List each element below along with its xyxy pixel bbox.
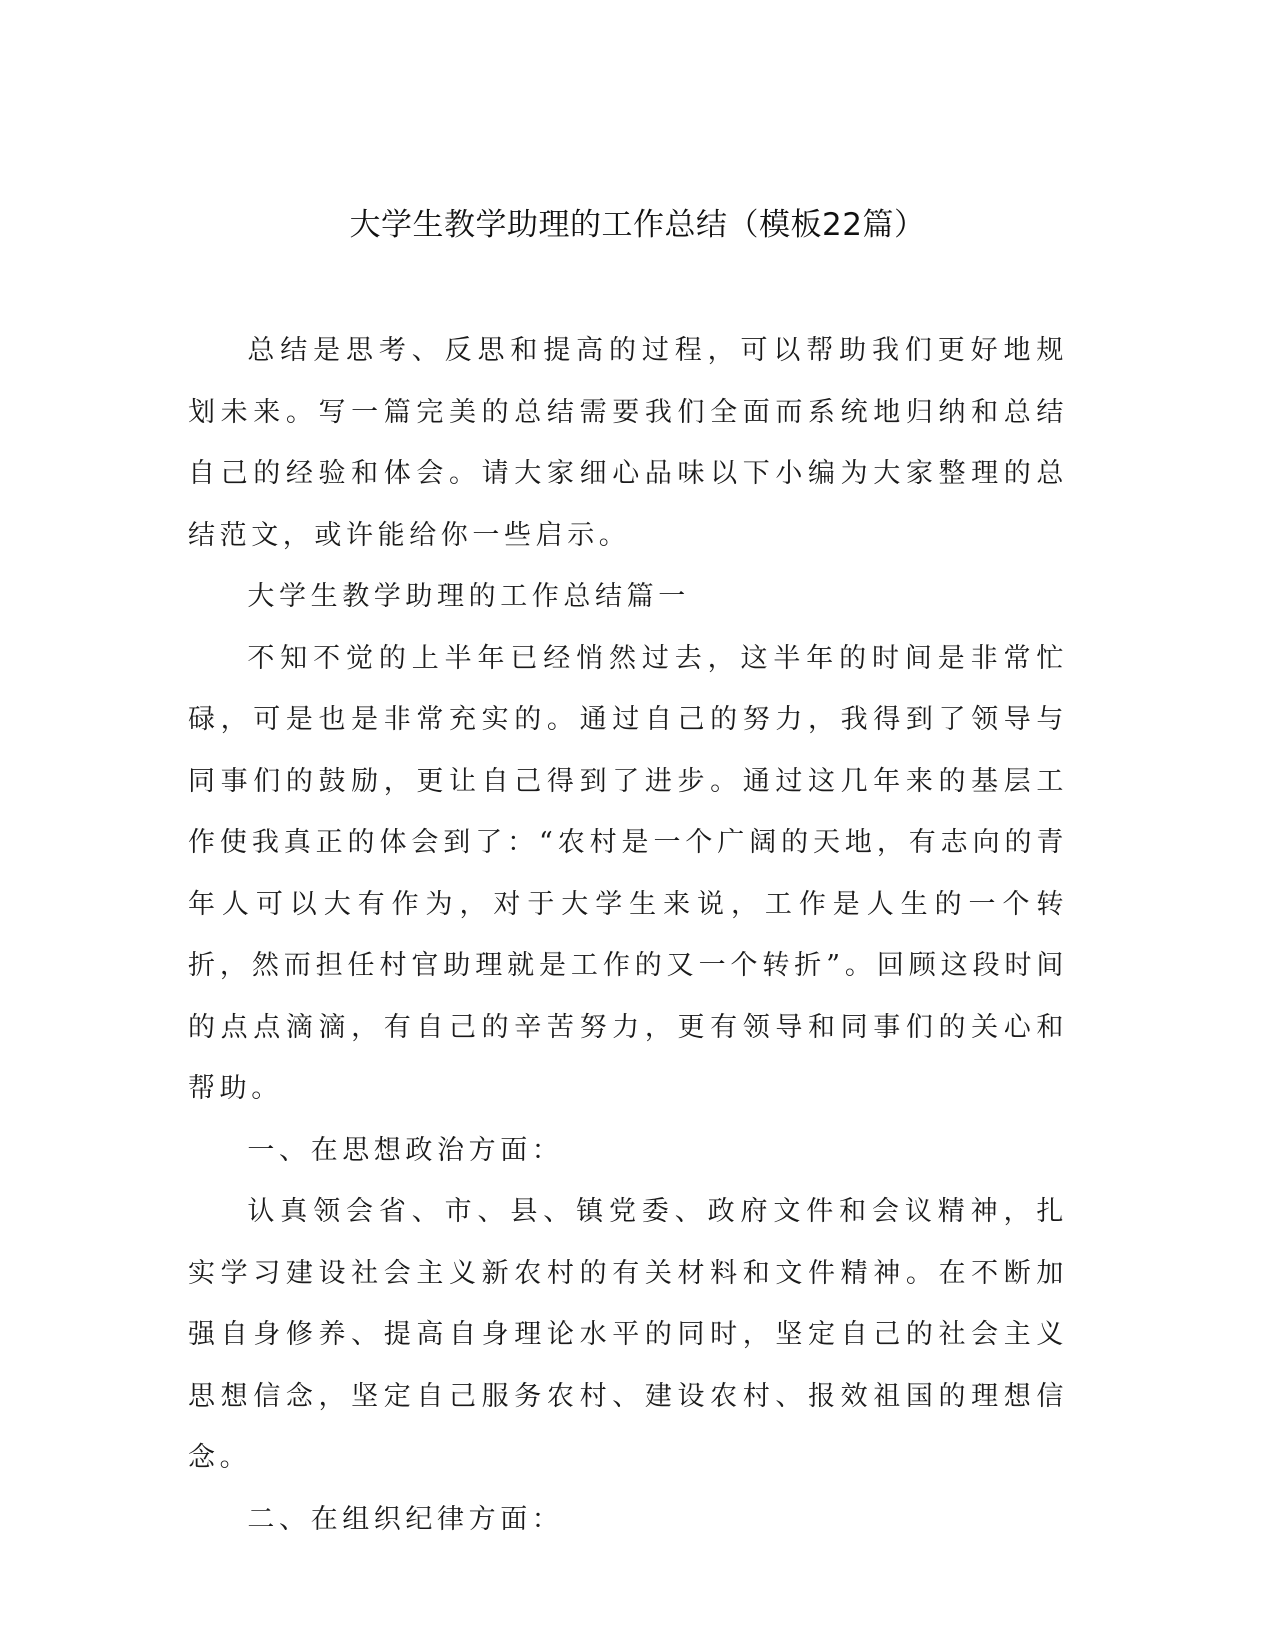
intro-paragraph: 总结是思考、反思和提高的过程，可以帮助我们更好地规划未来。写一篇完美的总结需要我们全面而系统地归纳和总结自己的经验和体会。请大家细心品味以下小编为大家整理的总结范文，或许能给你一些启示。 xyxy=(188,335,1068,551)
section-heading-political: 一、在思想政治方面： xyxy=(247,1134,564,1166)
document-body xyxy=(188,320,1068,1550)
document-title: 大学生教学助理的工作总结（模板22篇） xyxy=(349,207,926,243)
section-heading-discipline: 二、在组织纪律方面： xyxy=(247,1503,564,1535)
body-paragraph: 不知不觉的上半年已经悄然过去，这半年的时间是非常忙碌，可是也是非常充实的。通过自己的努力，我得到了领导与同事们的鼓励，更让自己得到了进步。通过这几年来的基层工作使我真正的体会到了：“农村是一个广阔的天地，有志向的青年人可以大有作为，对于大学生来说，工作是人生的一个转折，然而担任村官助理就是工作的又一个转折”。回顾这段时间的点点滴滴，有自己的辛苦努力，更有领导和同事们的关心和帮助。 xyxy=(188,642,1068,1104)
section-heading-part-one: 大学生教学助理的工作总结篇一 xyxy=(247,581,690,612)
body-paragraph: 认真领会省、市、县、镇党委、政府文件和会议精神，扎实学习建设社会主义新农村的有关材料和文件精神。在不断加强自身修养、提高自身理论水平的同时，坚定自己的社会主义思想信念，坚定自己服务农村、建设农村、报效祖国的理想信念。 xyxy=(188,1196,1068,1473)
